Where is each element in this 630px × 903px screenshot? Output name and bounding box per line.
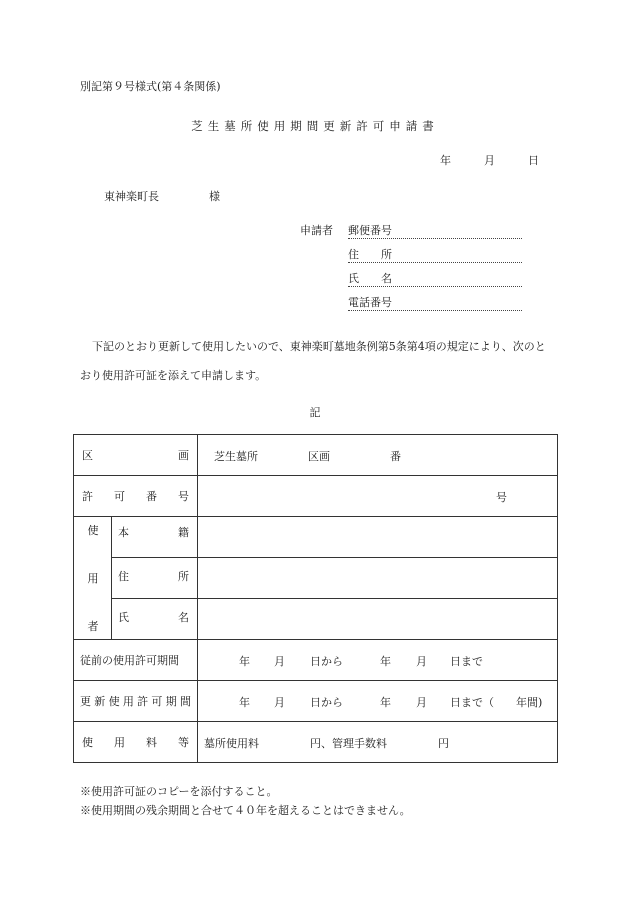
date-month: 月 xyxy=(484,154,495,167)
prev-from: 日から xyxy=(310,655,343,668)
renewal-label-char: 許 xyxy=(137,695,149,708)
user-row-name xyxy=(74,599,558,640)
addressee xyxy=(104,188,220,204)
section-value-cell[interactable] xyxy=(198,435,558,476)
user-address-value-cell[interactable] xyxy=(198,558,558,599)
ki-heading: 記 xyxy=(309,406,321,419)
renewal-label-char: 期 xyxy=(165,695,177,708)
honseki-label-char: 本 xyxy=(118,526,129,539)
fee-label-char: 使 xyxy=(82,736,93,749)
permit-number-row xyxy=(74,476,558,517)
renew-m2: 月 xyxy=(416,696,427,709)
postal-code-field[interactable] xyxy=(348,222,522,239)
address-label: 住 所 xyxy=(348,248,392,261)
renewal-period-row xyxy=(74,681,558,722)
prev-y1: 年 xyxy=(239,655,250,668)
section-ku: 区画 xyxy=(308,450,330,463)
date-year: 年 xyxy=(440,154,451,167)
user-address-label-char: 住 xyxy=(118,570,129,583)
addressee-name: 東神楽町長 xyxy=(104,190,159,203)
address-field[interactable] xyxy=(348,246,522,263)
permit-label-char: 号 xyxy=(178,490,189,503)
user-head-char: 使 xyxy=(87,524,99,537)
fee-value-cell[interactable] xyxy=(198,722,558,763)
fee-yen: 円 xyxy=(438,737,449,750)
user-name-label-cell xyxy=(112,599,198,640)
renew-m1: 月 xyxy=(274,696,285,709)
date-day: 日 xyxy=(528,154,539,167)
note-item: ※使用許可証のコピーを添付すること。 xyxy=(80,785,278,798)
renew-y1: 年 xyxy=(239,696,250,709)
permit-value-cell[interactable] xyxy=(198,476,558,517)
section-site: 芝生墓所 xyxy=(214,450,258,463)
renew-until: 日まで（ xyxy=(450,696,494,709)
fee-yen-mgmt: 円、管理手数料 xyxy=(310,737,387,750)
renew-from: 日から xyxy=(310,696,343,709)
section-label-char: 区 xyxy=(82,449,93,462)
name-label: 氏 名 xyxy=(348,272,392,285)
previous-period-label: 従前の使用許可期間 xyxy=(80,654,179,667)
user-address-label-char: 所 xyxy=(178,570,189,583)
note-item: ※使用期間の残余期間と合せて４０年を超えることはできません。 xyxy=(80,804,411,817)
body-paragraph: 下記のとおり更新して使用したいので、東神楽町墓地条例第5条第4項の規定により、次のとおり使用許可証を添えて申請します。 xyxy=(80,340,546,382)
renewal-label-char: 使 xyxy=(108,695,120,708)
user-address-label-cell xyxy=(112,558,198,599)
fee-label-char: 等 xyxy=(178,736,189,749)
user-head-char: 用 xyxy=(87,572,99,585)
user-name-label-char: 名 xyxy=(178,611,189,624)
permit-label-char: 許 xyxy=(82,490,93,503)
phone-field[interactable] xyxy=(348,294,522,311)
permit-label-char: 可 xyxy=(114,490,125,503)
previous-period-label-cell xyxy=(74,640,198,681)
renewal-label-char: 更 xyxy=(80,695,91,708)
renewal-label-char: 可 xyxy=(151,695,163,708)
user-row-address xyxy=(74,558,558,599)
section-label-cell xyxy=(74,435,198,476)
user-row-honseki xyxy=(74,517,558,558)
prev-y2: 年 xyxy=(380,655,391,668)
honseki-value-cell[interactable] xyxy=(198,517,558,558)
date-line xyxy=(440,152,539,168)
addressee-honorific: 様 xyxy=(209,190,220,203)
fee-usage: 墓所使用料 xyxy=(204,737,259,750)
phone-label: 電話番号 xyxy=(348,296,392,309)
permit-label-cell xyxy=(74,476,198,517)
prev-m1: 月 xyxy=(274,655,285,668)
application-table xyxy=(73,434,558,763)
document-title: 芝生墓所使用期間更新許可申請書 xyxy=(191,119,439,133)
fee-row xyxy=(74,722,558,763)
prev-until: 日まで xyxy=(450,655,483,668)
permit-label-char: 番 xyxy=(146,490,157,503)
applicant-label: 申請者 xyxy=(300,224,333,237)
permit-suffix: 号 xyxy=(496,491,507,504)
fee-label-cell xyxy=(74,722,198,763)
previous-period-row xyxy=(74,640,558,681)
name-field[interactable] xyxy=(348,270,522,287)
section-label-char: 画 xyxy=(178,449,189,462)
section-ban: 番 xyxy=(390,450,401,463)
renewal-period-label-cell xyxy=(74,681,198,722)
renewal-label-char: 間 xyxy=(179,695,191,708)
user-head-char: 者 xyxy=(87,620,99,633)
user-head-cell xyxy=(74,517,112,640)
renewal-label-char: 新 xyxy=(94,695,106,708)
renew-years: 年間) xyxy=(516,696,543,709)
honseki-label-char: 籍 xyxy=(178,526,189,539)
section-row xyxy=(74,435,558,476)
notes xyxy=(80,782,411,820)
user-name-label-char: 氏 xyxy=(118,611,129,624)
renewal-label-char: 用 xyxy=(122,695,134,708)
honseki-label-cell xyxy=(112,517,198,558)
form-number-label: 別記第９号様式(第４条関係) xyxy=(80,80,221,93)
previous-period-value-cell[interactable] xyxy=(198,640,558,681)
renew-y2: 年 xyxy=(380,696,391,709)
fee-label-char: 用 xyxy=(114,736,125,749)
user-name-value-cell[interactable] xyxy=(198,599,558,640)
prev-m2: 月 xyxy=(416,655,427,668)
fee-label-char: 料 xyxy=(146,736,157,749)
postal-code-label: 郵便番号 xyxy=(348,224,392,237)
renewal-period-value-cell[interactable] xyxy=(198,681,558,722)
